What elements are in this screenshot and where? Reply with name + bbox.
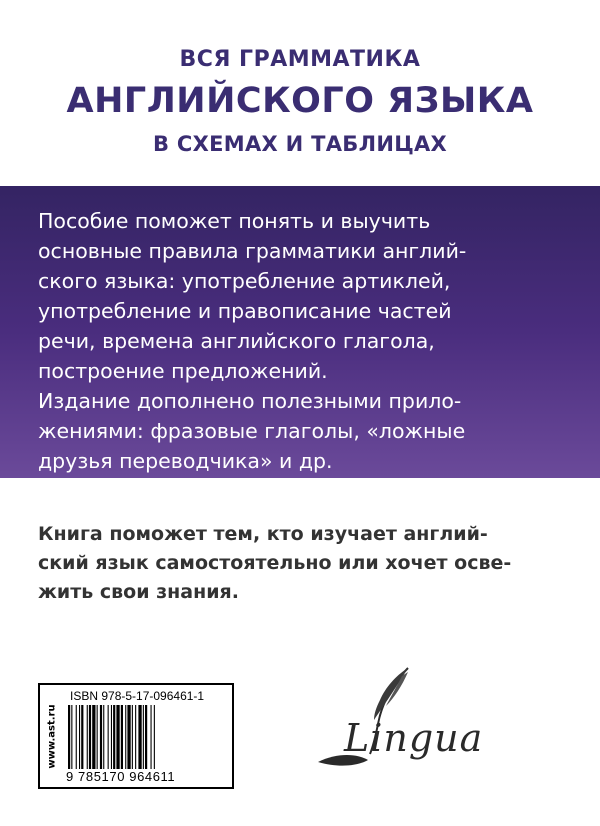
- description-line: употребление и правописание частей: [38, 299, 452, 323]
- title-line-1: ВСЯ ГРАММАТИКА: [179, 47, 421, 72]
- description-line: речи, времена английского глагола,: [38, 329, 435, 353]
- title-line-2: АНГЛИЙСКОГО ЯЗЫКА: [66, 81, 534, 121]
- description-text: [38, 206, 578, 476]
- barcode-stripe: [89, 705, 91, 769]
- barcode-stripe: [135, 705, 136, 769]
- barcode-stripe: [92, 705, 95, 769]
- barcode-stripe: [138, 705, 141, 769]
- barcode-stripe: [79, 705, 80, 769]
- barcode-stripe: [97, 705, 98, 769]
- description-band: [0, 186, 600, 478]
- description-line: друзья переводчика» и др.: [38, 449, 333, 473]
- barcode-stripe: [108, 705, 109, 769]
- barcode-stripe: [71, 705, 72, 769]
- barcode-stripe: [121, 705, 123, 769]
- barcode-stripe: [143, 705, 144, 769]
- barcode-stripe: [127, 705, 130, 769]
- isbn-text: ISBN 978-5-17-096461-1: [70, 689, 205, 703]
- barcode-stripe: [81, 705, 83, 769]
- promo-text: [38, 520, 578, 607]
- description-line: Издание дополнено полезными прило-: [38, 389, 462, 413]
- barcode-stripe: [154, 705, 155, 769]
- barcode-stripe: [132, 705, 133, 769]
- barcode-stripe: [76, 705, 77, 769]
- barcode-stripe: [113, 705, 115, 769]
- barcode-stripe: [125, 705, 126, 769]
- barcode-stripe: [145, 705, 147, 769]
- title-block: [0, 46, 600, 158]
- promo-line: жить свои знания.: [38, 581, 239, 603]
- promo-line: Книга поможет тем, кто изучает англий-: [38, 523, 488, 545]
- description-line: основные правила грамматики англий-: [38, 239, 467, 263]
- title-line-3: В СХЕМАХ И ТАБЛИЦАХ: [152, 132, 448, 156]
- barcode-box: [38, 683, 234, 789]
- description-line: построение предложений.: [38, 359, 328, 383]
- barcode-stripe: [100, 705, 102, 769]
- barcode-stripe: [116, 705, 119, 769]
- description-line: ского языка: употребление артиклей,: [38, 269, 451, 293]
- site-label: [42, 685, 62, 787]
- barcode-bars: [68, 705, 230, 769]
- description-line: Пособие поможет понять и выучить: [38, 209, 431, 233]
- barcode-stripe: [111, 705, 112, 769]
- logo-text: Lingua: [344, 716, 484, 760]
- promo-line: ский язык самостоятельно или хочет осве-: [38, 552, 512, 574]
- barcode-stripe: [151, 705, 152, 769]
- barcode-stripe: [87, 705, 88, 769]
- description-line: жениями: фразовые глаголы, «ложные: [38, 419, 466, 443]
- barcode-stripe: [68, 705, 70, 769]
- barcode-stripe: [103, 705, 104, 769]
- barcode-digits: 9 785170 964611: [66, 769, 176, 784]
- site-url: www.ast.ru: [46, 703, 58, 769]
